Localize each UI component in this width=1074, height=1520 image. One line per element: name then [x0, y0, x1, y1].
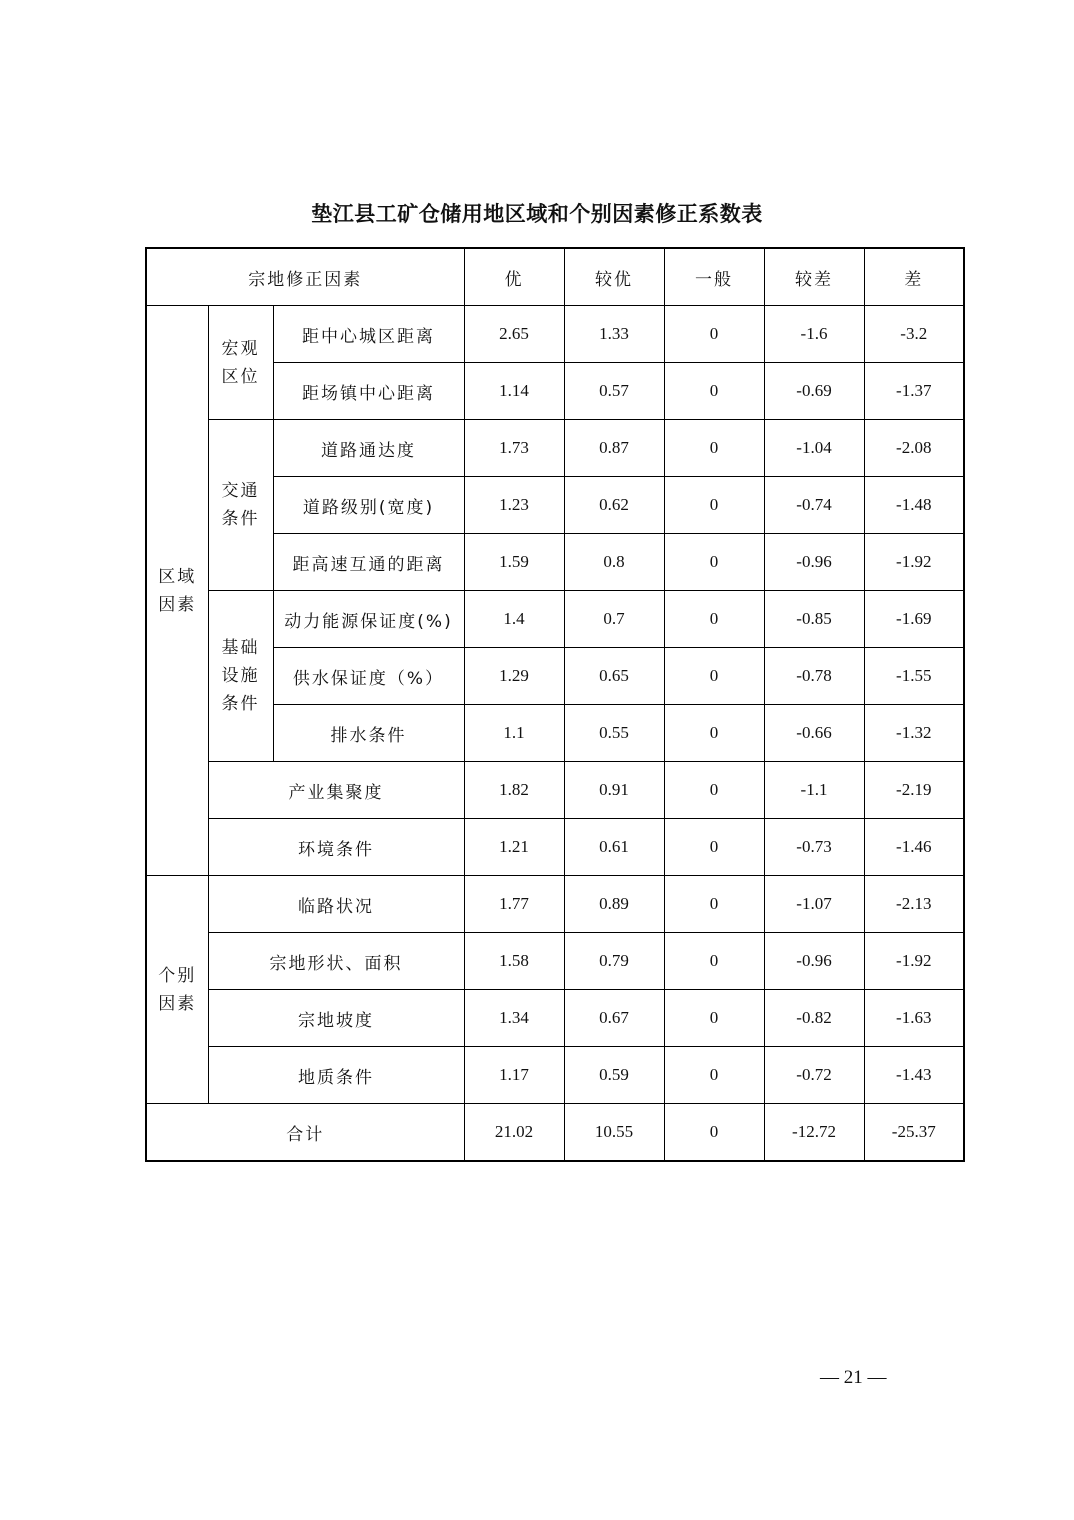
value-cell: -1.63 — [864, 990, 964, 1047]
factor-label: 排水条件 — [273, 705, 464, 762]
infrastructure-label — [208, 591, 273, 762]
value-cell: 0 — [664, 933, 764, 990]
table-row — [146, 420, 964, 477]
value-cell: 2.65 — [464, 306, 564, 363]
value-cell: 1.14 — [464, 363, 564, 420]
value-cell: 1.33 — [564, 306, 664, 363]
value-cell: 1.23 — [464, 477, 564, 534]
total-value-cell: -12.72 — [764, 1104, 864, 1162]
total-row — [146, 1104, 964, 1162]
traffic-label — [208, 420, 273, 591]
value-cell: 0 — [664, 648, 764, 705]
value-cell: 1.17 — [464, 1047, 564, 1104]
factor-label: 距中心城区距离 — [273, 306, 464, 363]
value-cell: -1.07 — [764, 876, 864, 933]
value-cell: 1.77 — [464, 876, 564, 933]
value-cell: 0.89 — [564, 876, 664, 933]
value-cell: -1.43 — [864, 1047, 964, 1104]
value-cell: 0 — [664, 477, 764, 534]
value-cell: 0.59 — [564, 1047, 664, 1104]
header-col: 较优 — [564, 248, 664, 306]
value-cell: 0.67 — [564, 990, 664, 1047]
table-row — [146, 990, 964, 1047]
value-cell: 0.91 — [564, 762, 664, 819]
value-cell: -1.04 — [764, 420, 864, 477]
value-cell: -3.2 — [864, 306, 964, 363]
value-cell: 1.58 — [464, 933, 564, 990]
value-cell: 0 — [664, 306, 764, 363]
table-row — [146, 1047, 964, 1104]
value-cell: -1.32 — [864, 705, 964, 762]
value-cell: 0 — [664, 705, 764, 762]
value-cell: 0.65 — [564, 648, 664, 705]
value-cell: -0.96 — [764, 534, 864, 591]
factor-label: 宗地形状、面积 — [208, 933, 464, 990]
factor-label: 宗地坡度 — [208, 990, 464, 1047]
value-cell: -0.82 — [764, 990, 864, 1047]
header-col: 较差 — [764, 248, 864, 306]
value-cell: -2.13 — [864, 876, 964, 933]
total-value-cell: 21.02 — [464, 1104, 564, 1162]
value-cell: -1.69 — [864, 591, 964, 648]
factor-label: 距高速互通的距离 — [273, 534, 464, 591]
total-value-cell: 0 — [664, 1104, 764, 1162]
value-cell: 0.55 — [564, 705, 664, 762]
value-cell: 1.59 — [464, 534, 564, 591]
factor-label: 环境条件 — [208, 819, 464, 876]
value-cell: 0 — [664, 762, 764, 819]
page-title: 垫江县工矿仓储用地区域和个别因素修正系数表 — [311, 202, 763, 226]
regional-group-label — [146, 306, 208, 876]
value-cell: -0.78 — [764, 648, 864, 705]
table-row — [146, 762, 964, 819]
page-number: — 21 — — [820, 1367, 887, 1388]
individual-group-label — [146, 876, 208, 1104]
value-cell: -0.74 — [764, 477, 864, 534]
value-cell: -0.73 — [764, 819, 864, 876]
header-col: 一般 — [664, 248, 764, 306]
factor-label: 动力能源保证度(%) — [273, 591, 464, 648]
value-cell: -1.55 — [864, 648, 964, 705]
value-cell: 1.21 — [464, 819, 564, 876]
header-row — [146, 248, 964, 306]
value-cell: -2.19 — [864, 762, 964, 819]
value-cell: -1.1 — [764, 762, 864, 819]
factor-label: 地质条件 — [208, 1047, 464, 1104]
factor-label: 距场镇中心距离 — [273, 363, 464, 420]
macro-location-label — [208, 306, 273, 420]
value-cell: 0 — [664, 420, 764, 477]
factor-label: 供水保证度（%） — [273, 648, 464, 705]
value-cell: 1.34 — [464, 990, 564, 1047]
value-cell: -1.48 — [864, 477, 964, 534]
value-cell: 0 — [664, 363, 764, 420]
value-cell: -1.46 — [864, 819, 964, 876]
table-row — [146, 819, 964, 876]
header-factor: 宗地修正因素 — [146, 248, 464, 306]
factor-label: 临路状况 — [208, 876, 464, 933]
infrastructure-label-text: 基础设施条件 — [221, 638, 260, 714]
factor-label: 道路通达度 — [273, 420, 464, 477]
value-cell: -0.72 — [764, 1047, 864, 1104]
factor-label: 道路级别(宽度) — [273, 477, 464, 534]
value-cell: 1.1 — [464, 705, 564, 762]
value-cell: 0 — [664, 1047, 764, 1104]
factor-label: 产业集聚度 — [208, 762, 464, 819]
table-row — [146, 591, 964, 648]
table-row — [146, 876, 964, 933]
total-label: 合计 — [146, 1104, 464, 1162]
value-cell: 1.29 — [464, 648, 564, 705]
value-cell: -0.69 — [764, 363, 864, 420]
table-row — [146, 306, 964, 363]
value-cell: -0.96 — [764, 933, 864, 990]
value-cell: -1.6 — [764, 306, 864, 363]
regional-group-label-text: 区域因素 — [158, 566, 197, 615]
value-cell: 0 — [664, 990, 764, 1047]
traffic-label-text: 交通条件 — [221, 481, 260, 529]
correction-factor-table — [145, 247, 965, 1162]
value-cell: 1.4 — [464, 591, 564, 648]
header-col: 差 — [864, 248, 964, 306]
value-cell: -1.37 — [864, 363, 964, 420]
macro-location-label-text: 宏观区位 — [221, 338, 260, 387]
value-cell: -1.92 — [864, 933, 964, 990]
individual-group-label-text: 个别因素 — [158, 965, 197, 1014]
value-cell: -0.85 — [764, 591, 864, 648]
value-cell: 0.61 — [564, 819, 664, 876]
value-cell: -0.66 — [764, 705, 864, 762]
value-cell: 1.82 — [464, 762, 564, 819]
total-value-cell: -25.37 — [864, 1104, 964, 1162]
value-cell: -2.08 — [864, 420, 964, 477]
value-cell: 0.62 — [564, 477, 664, 534]
value-cell: 0.87 — [564, 420, 664, 477]
value-cell: 1.73 — [464, 420, 564, 477]
table-row — [146, 933, 964, 990]
value-cell: 0.79 — [564, 933, 664, 990]
total-value-cell: 10.55 — [564, 1104, 664, 1162]
value-cell: 0 — [664, 591, 764, 648]
value-cell: 0.57 — [564, 363, 664, 420]
value-cell: 0.7 — [564, 591, 664, 648]
value-cell: 0.8 — [564, 534, 664, 591]
header-col: 优 — [464, 248, 564, 306]
value-cell: 0 — [664, 876, 764, 933]
value-cell: 0 — [664, 819, 764, 876]
value-cell: 0 — [664, 534, 764, 591]
value-cell: -1.92 — [864, 534, 964, 591]
